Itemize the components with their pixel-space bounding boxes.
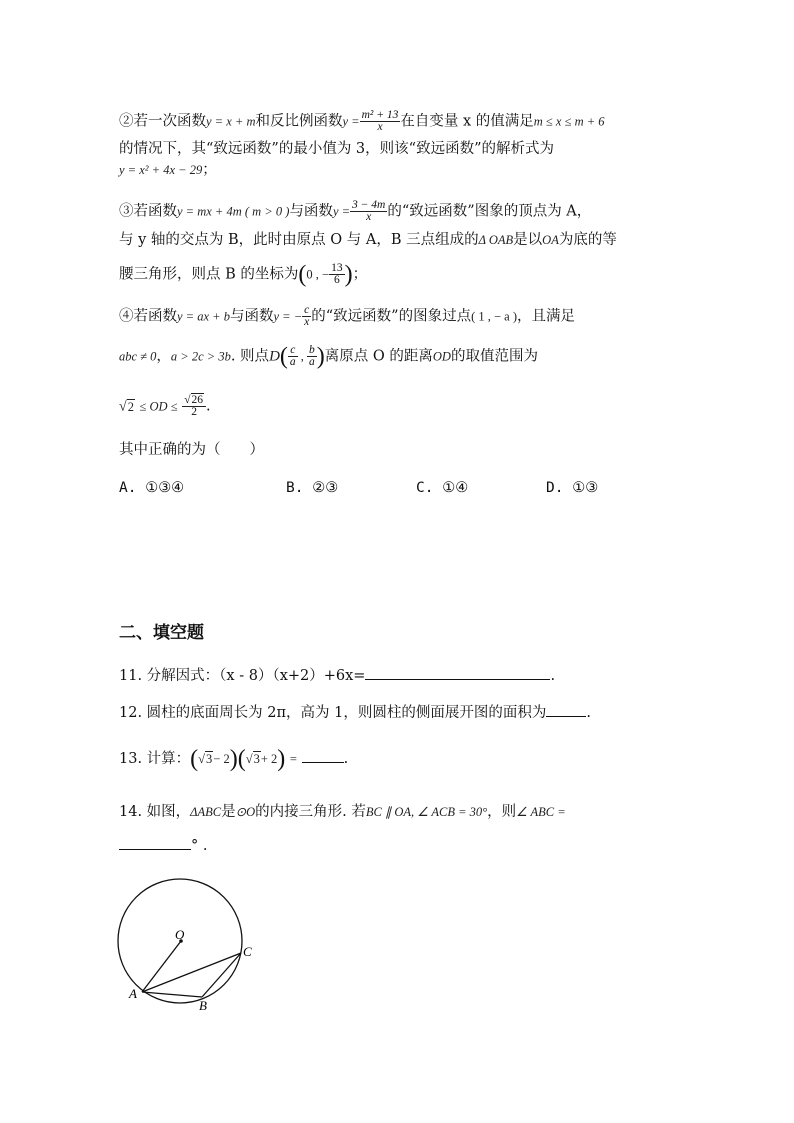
q10-statement-3-line3: 腰三角形，则点 B 的坐标为(0 , − $\frac{13}{6}$ )； [119, 261, 368, 288]
statement-2-answer: y = x² + 4x − 29 [119, 163, 203, 177]
label-a: A [129, 986, 137, 1001]
q10-statement-4-line3: √2 ≤ OD ≤ $\frac{√26}{2}$ . [119, 394, 211, 418]
point-b-fraction: $\frac{13}{6}$ [331, 262, 343, 286]
point-d-y-fraction: $\frac{b}{a}$ [309, 344, 315, 368]
statement-4-fraction: $\frac{c}{x}$ [304, 304, 310, 328]
q10-statement-2-line2: 的情况下，其“致远函数”的最小值为 3，则该“致远函数”的解析式为 [119, 141, 554, 157]
q10-statement-3-line2: 与 y 轴的交点为 B，此时由原点 O 与 A，B 三点组成的Δ OAB是以OA为底的等 [119, 232, 617, 248]
statement-3-fraction: $\frac{3 - 4m}{x}$ [352, 199, 386, 223]
q13: 13. 计算：(√3− 2)(√3+ 2) = . [119, 746, 349, 772]
q14-line2: ° . [119, 835, 207, 856]
q11-blank [365, 665, 550, 680]
domain-condition: m ≤ x ≤ m + 6 [533, 114, 605, 129]
q10-statement-2-line3: y = x² + 4x − 29； [119, 162, 217, 178]
q10-statement-4-line1: ④若函数y = ax + b与函数y = − $\frac{c}{x}$ 的“致远函数”的图象过点( 1 , − a )，且满足 [119, 304, 576, 328]
point-d-x-fraction: $\frac{c}{a}$ [289, 344, 296, 368]
q11: 11. 分解因式：（x - 8）（x+2）+6x= . [119, 665, 555, 686]
q10-statement-3-line1: ③若函数y = mx + 4m ( m > 0 )与函数y = $\frac{3 - 4m}{x}$ 的“致远函数”图象的顶点为 A， [119, 199, 592, 223]
q12: 12. 圆柱的底面周长为 2π，高为 1，则圆柱的侧面展开图的面积为 . [119, 702, 591, 723]
q12-blank [546, 702, 586, 717]
inverse-function-fraction: $\frac{\text{m² + 13}}{x}$ [361, 109, 399, 133]
linear-function: y = x + m [206, 114, 256, 129]
choice-d: D. ①③ [546, 480, 599, 496]
q13-blank [302, 748, 344, 763]
label-b: B [199, 998, 207, 1013]
label-c: C [243, 944, 252, 959]
choice-a: A. ①③④ [119, 480, 185, 496]
choice-c: C. ①④ [416, 480, 469, 496]
choice-b: B. ②③ [286, 480, 339, 496]
range-fraction: $\frac{√26}{2}$ [182, 395, 206, 418]
q10-question: 其中正确的为（ ） [119, 442, 264, 458]
q14-line1: 14. 如图，ΔABC是⊙O的内接三角形. 若BC ∥ OA, ∠ ACB = 30°，则∠ ABC = [119, 804, 566, 820]
q14-blank [119, 835, 191, 850]
label-o: O [175, 927, 185, 942]
segment-bc [202, 953, 241, 997]
q10-statement-4-line2: abc ≠ 0，a > 2c > 3b. 则点D( $\frac{c}{a}$ , $\frac{b}{a}$ )离原点 O 的距离OD的取值范围为 [119, 343, 538, 370]
q10-statement-2-line1: ②若一次函数y = x + m和反比例函数y = $\frac{\text{m² + 13}}{x}$ 在自变量 x 的值满足m ≤ x ≤ m + 6 [119, 109, 605, 133]
section-title: 二、填空题 [119, 623, 204, 643]
circle-figure [112, 870, 272, 1020]
